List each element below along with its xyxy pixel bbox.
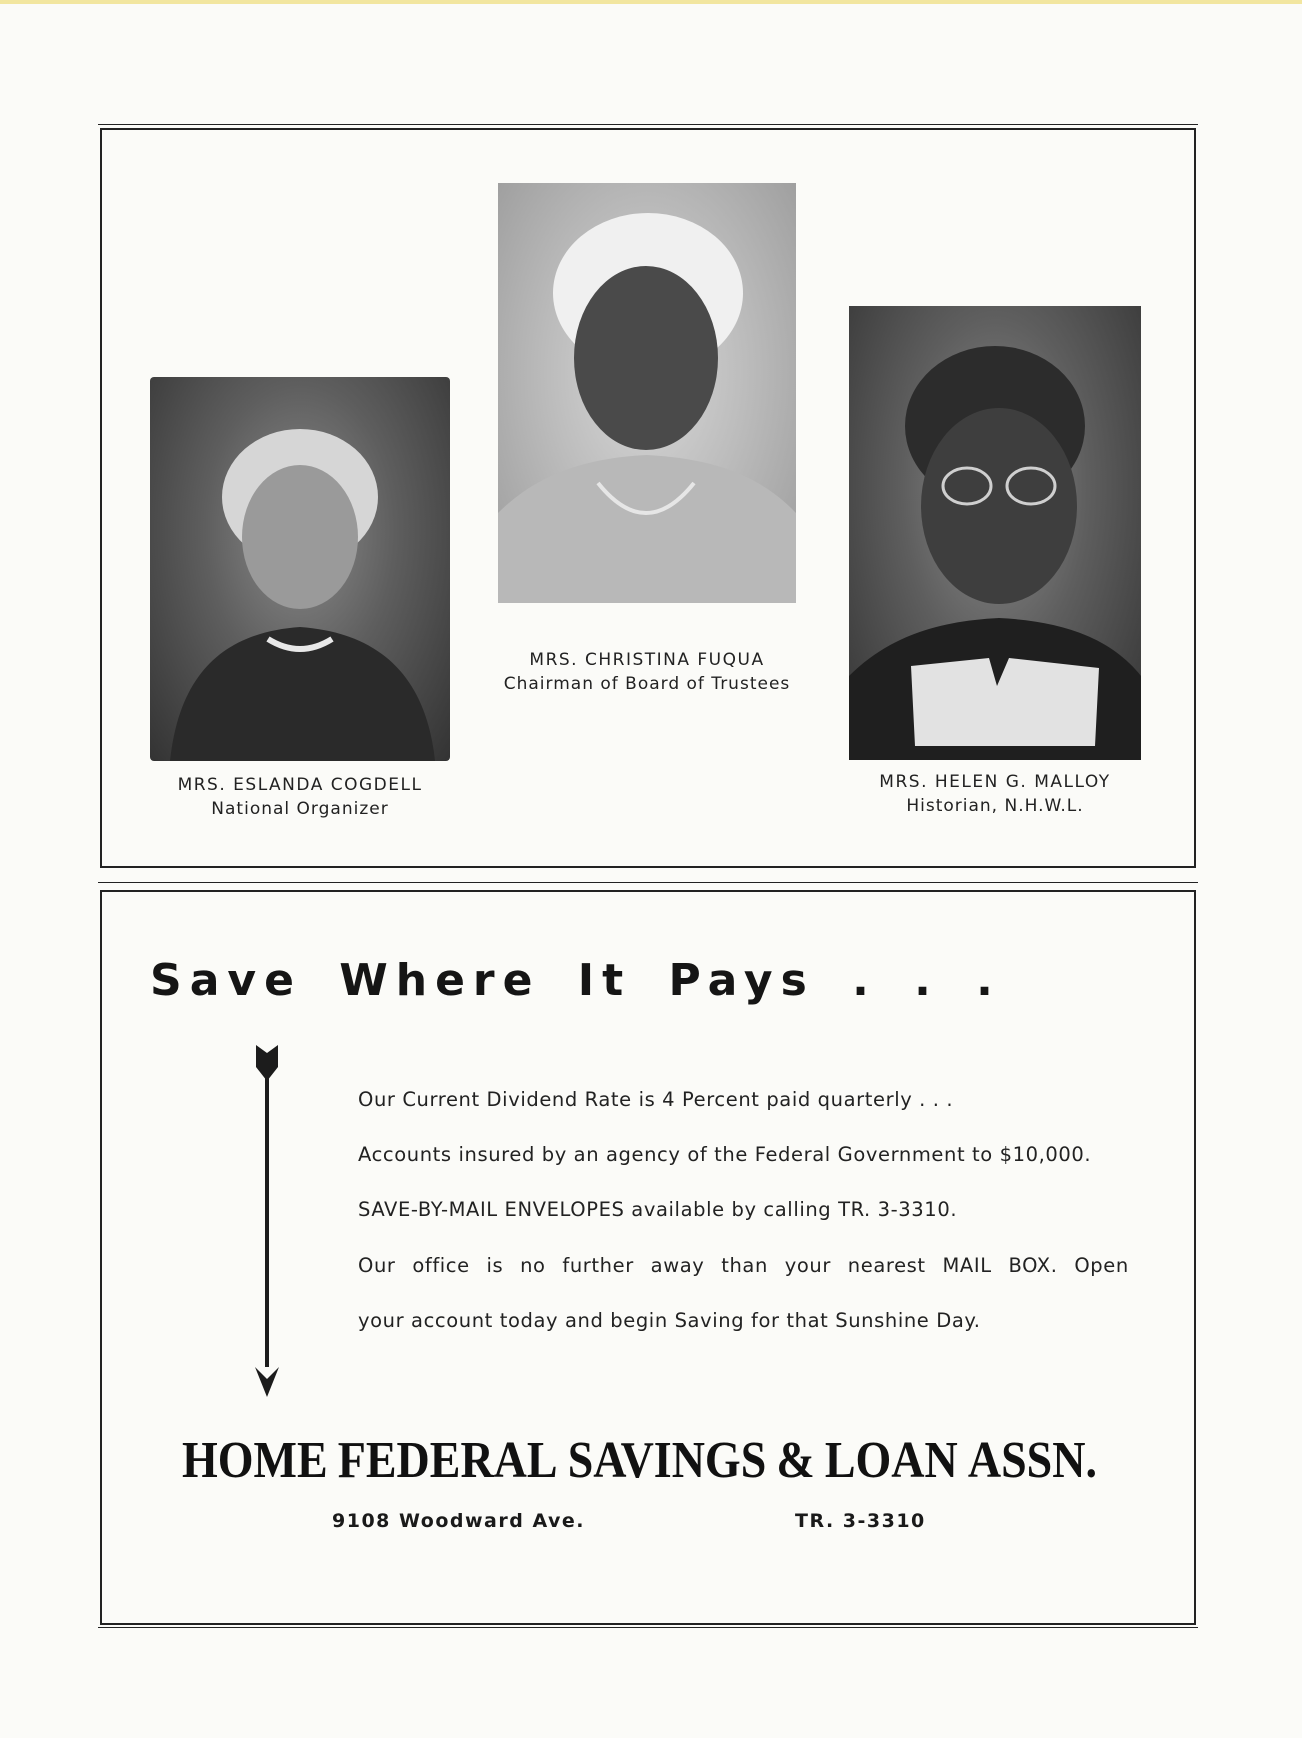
ad-headline: Save Where It Pays . . . [150,955,1001,1006]
caption-cogdell [120,773,480,821]
company-word: LOAN [824,1431,958,1489]
caption-malloy [815,770,1175,818]
portrait-fuqua [498,183,796,603]
title-fuqua: Chairman of Board of Trustees [503,674,791,694]
portrait-cogdell [150,377,450,761]
down-arrow-icon [252,1045,282,1400]
company-name [182,1430,1097,1489]
title-cogdell: National Organizer [211,799,389,819]
ad-line-dividend: Our Current Dividend Rate is 4 Percent paid quarterly . . . [358,1088,954,1111]
name-malloy: MRS. HELEN G. MALLOY [879,772,1111,792]
company-address: 9108 Woodward Ave. [332,1510,585,1532]
company-word: HOME [182,1431,328,1489]
caption-fuqua [457,648,837,696]
company-word: SAVINGS [567,1431,767,1489]
ad-line-envelopes: SAVE-BY-MAIL ENVELOPES available by calling TR. 3-3310. [358,1198,958,1221]
ad-line-insured: Accounts insured by an agency of the Federal Government to $10,000. [358,1143,1092,1166]
company-word: FEDERAL [337,1431,558,1489]
title-malloy: Historian, N.H.W.L. [906,796,1084,816]
top-rule-upper [98,124,1198,125]
portrait-malloy [849,306,1141,760]
ad-line-office: Our office is no further away than your nearest MAIL BOX. Open [358,1254,1129,1277]
name-cogdell: MRS. ESLANDA COGDELL [177,775,423,795]
bottom-rule [98,1627,1198,1628]
company-word: ASSN. [967,1431,1097,1489]
company-word: & [776,1431,815,1489]
name-fuqua: MRS. CHRISTINA FUQUA [529,650,765,670]
ad-line-account: your account today and begin Saving for that Sunshine Day. [358,1309,981,1332]
page-top-edge [0,0,1302,4]
company-phone: TR. 3-3310 [795,1510,926,1532]
top-rule-lower [98,882,1198,883]
